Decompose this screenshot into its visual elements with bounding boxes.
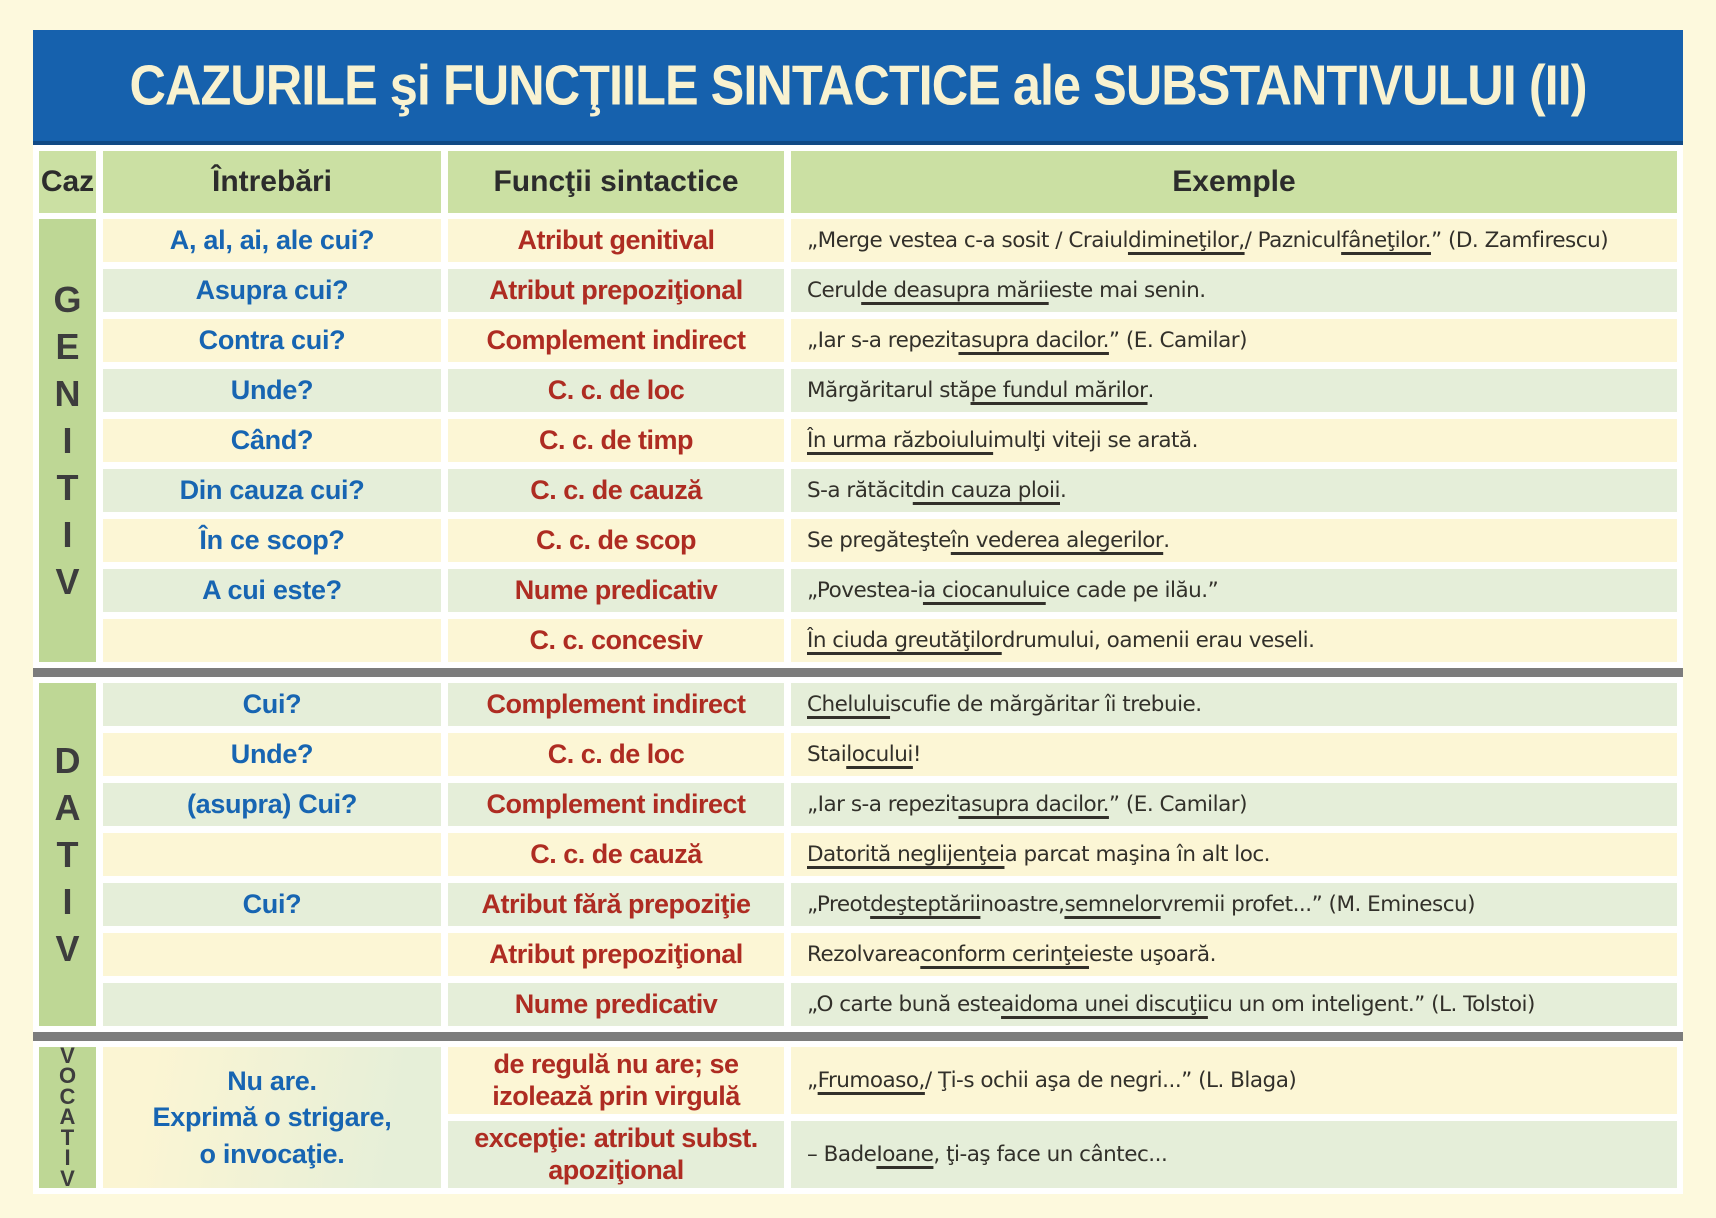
example-segment: „Povestea-i — [807, 578, 923, 603]
example-underlined-segment: fâneţilor. — [1341, 228, 1431, 253]
section-dativ — [39, 683, 1677, 1026]
example-segment: „Merge vestea c-a sosit / Craiul — [807, 228, 1128, 253]
example-segment: cu un om inteligent.” (L. Tolstoi) — [1207, 992, 1535, 1017]
section-divider — [33, 1032, 1683, 1041]
example-underlined-segment: În urma războiului — [807, 428, 994, 453]
example-underlined-segment: conform cerinţei — [920, 942, 1089, 967]
example-segment: „Preot — [807, 892, 871, 917]
case-letter: E — [55, 326, 80, 367]
header-intrebari: Întrebări — [103, 151, 441, 213]
example-segment: / Ţi-s ochii aşa de negri...” (L. Blaga) — [924, 1068, 1297, 1093]
example-cell — [791, 219, 1677, 262]
case-letter: T — [60, 1124, 75, 1150]
example-segment: / Paznicul — [1244, 228, 1342, 253]
question-line: Nu are. — [227, 1065, 317, 1096]
question-cell — [103, 833, 441, 876]
case-letter: V — [60, 1042, 75, 1068]
example-cell — [791, 469, 1677, 512]
example-cell — [791, 569, 1677, 612]
example-cell — [791, 619, 1677, 662]
function-cell: C. c. concesiv — [448, 619, 784, 662]
case-letter: O — [58, 1063, 77, 1089]
example-segment: Rezolvarea — [807, 942, 921, 967]
example-segment: . — [1147, 378, 1154, 403]
case-letter: I — [64, 1145, 71, 1171]
example-cell — [791, 369, 1677, 412]
example-segment: „Iar s-a repezit — [807, 328, 959, 353]
example-underlined-segment: a ciocanului — [922, 578, 1046, 603]
example-underlined-segment: pe fundul mărilor — [970, 378, 1148, 403]
table-header-row — [39, 151, 1677, 213]
case-letter: V — [55, 928, 80, 969]
example-segment: scufie de mărgăritar îi trebuie. — [890, 692, 1202, 717]
example-segment: ” (E. Camilar) — [1108, 328, 1248, 353]
header-caz: Caz — [39, 151, 96, 213]
example-segment: , ţi-aş face un cântec... — [933, 1142, 1168, 1167]
example-cell — [791, 1121, 1677, 1188]
example-cell — [791, 833, 1677, 876]
case-letter: I — [62, 514, 73, 555]
example-segment: „ — [807, 1068, 818, 1093]
example-segment: noastre, — [980, 892, 1065, 917]
title-bar — [33, 30, 1683, 145]
function-cell: Complement indirect — [448, 319, 784, 362]
case-letter: N — [54, 373, 81, 414]
function-cell: Nume predicativ — [448, 983, 784, 1026]
example-segment: mulţi viteji se arată. — [993, 428, 1198, 453]
example-segment: a parcat maşina în alt loc. — [1004, 842, 1271, 867]
function-cell: Complement indirect — [448, 783, 784, 826]
example-cell — [791, 519, 1677, 562]
question-line: o invocaţie. — [199, 1138, 345, 1169]
example-cell — [791, 933, 1677, 976]
example-segment: ce cade pe ilău.” — [1045, 578, 1219, 603]
case-letter: G — [53, 279, 82, 320]
example-cell — [791, 883, 1677, 926]
grammar-table — [33, 145, 1683, 1194]
vocativ-question-cell — [103, 1047, 441, 1188]
section-vocativ — [39, 1042, 1677, 1191]
case-letter: C — [59, 1083, 76, 1109]
example-segment: ! — [912, 742, 922, 767]
case-label-vocativ — [39, 1042, 96, 1191]
example-underlined-segment: Chelului — [807, 692, 891, 717]
question-cell: A cui este? — [103, 569, 441, 612]
example-underlined-segment: semnelor — [1064, 892, 1161, 917]
example-segment: . — [1163, 528, 1170, 553]
example-underlined-segment: din cauza ploii — [912, 478, 1060, 503]
question-cell — [103, 619, 441, 662]
question-cell: Asupra cui? — [103, 269, 441, 312]
section-genitiv — [39, 219, 1677, 662]
example-underlined-segment: locului — [846, 742, 913, 767]
example-cell — [791, 269, 1677, 312]
example-segment: Cerul — [807, 278, 862, 303]
example-segment: Stai — [807, 742, 847, 767]
example-cell — [791, 683, 1677, 726]
example-underlined-segment: Datorită neglijenţei — [807, 842, 1005, 867]
question-cell: Unde? — [103, 369, 441, 412]
question-cell: Când? — [103, 419, 441, 462]
example-segment: . — [1060, 478, 1067, 503]
example-segment: „O carte bună este — [807, 992, 1002, 1017]
example-segment: este mai senin. — [1048, 278, 1206, 303]
case-letter: V — [55, 561, 80, 602]
question-cell — [103, 933, 441, 976]
function-cell: Atribut fără prepoziţie — [448, 883, 784, 926]
example-segment: ” (D. Zamfirescu) — [1430, 228, 1609, 253]
question-cell: Contra cui? — [103, 319, 441, 362]
example-cell — [791, 1047, 1677, 1114]
function-cell: de regulă nu are; se izolează prin virgulă — [448, 1047, 784, 1114]
example-segment: drumului, oamenii erau veseli. — [1001, 628, 1315, 653]
case-label-genitiv — [39, 219, 96, 662]
example-segment: Se pregăteşte — [807, 528, 951, 553]
case-letter: I — [62, 420, 73, 461]
case-label-dativ — [39, 683, 96, 1026]
case-letter: T — [56, 467, 79, 508]
function-cell: Atribut prepoziţional — [448, 933, 784, 976]
function-cell: C. c. de timp — [448, 419, 784, 462]
question-cell: (asupra) Cui? — [103, 783, 441, 826]
example-underlined-segment: aidoma unei discuţii — [1001, 992, 1208, 1017]
function-cell: C. c. de cauză — [448, 833, 784, 876]
function-cell: Nume predicativ — [448, 569, 784, 612]
question-cell: A, al, ai, ale cui? — [103, 219, 441, 262]
example-underlined-segment: dimineţilor, — [1127, 228, 1245, 253]
question-cell: Cui? — [103, 683, 441, 726]
example-segment: „Iar s-a repezit — [807, 792, 959, 817]
header-exemple: Exemple — [791, 151, 1677, 213]
example-underlined-segment: Frumoaso, — [817, 1068, 925, 1093]
header-functii: Funcţii sintactice — [448, 151, 784, 213]
function-cell: Complement indirect — [448, 683, 784, 726]
section-divider — [33, 668, 1683, 677]
function-cell: C. c. de scop — [448, 519, 784, 562]
case-letter: T — [56, 834, 79, 875]
example-cell — [791, 983, 1677, 1026]
question-cell: Din cauza cui? — [103, 469, 441, 512]
question-line: Exprimă o strigare, — [152, 1102, 392, 1133]
question-cell: Cui? — [103, 883, 441, 926]
example-segment: ” (E. Camilar) — [1108, 792, 1248, 817]
function-cell: C. c. de loc — [448, 733, 784, 776]
example-segment: Mărgăritarul stă — [807, 378, 971, 403]
example-cell — [791, 733, 1677, 776]
example-underlined-segment: asupra dacilor. — [958, 328, 1109, 353]
case-letter: I — [62, 881, 73, 922]
example-segment: – Bade — [807, 1142, 877, 1167]
example-cell — [791, 419, 1677, 462]
case-letter: V — [60, 1165, 75, 1191]
example-underlined-segment: asupra dacilor. — [958, 792, 1109, 817]
example-cell — [791, 319, 1677, 362]
example-segment: este uşoară. — [1088, 942, 1216, 967]
question-cell: Unde? — [103, 733, 441, 776]
function-cell: C. c. de loc — [448, 369, 784, 412]
example-segment: S-a rătăcit — [807, 478, 913, 503]
example-segment: vremii profet...” (M. Eminescu) — [1160, 892, 1476, 917]
case-letter: D — [54, 740, 81, 781]
poster — [33, 30, 1683, 1194]
page-title: CAZURILE şi FUNCŢIILE SINTACTICE ale SUBSTANTIVULUI (II) — [129, 54, 1587, 117]
example-underlined-segment: în vederea alegerilor — [950, 528, 1164, 553]
function-cell: Atribut prepoziţional — [448, 269, 784, 312]
example-underlined-segment: de deasupra mării — [861, 278, 1049, 303]
case-letter: A — [54, 787, 81, 828]
example-underlined-segment: În ciuda greutăţilor — [807, 628, 1002, 653]
example-underlined-segment: Ioane — [876, 1142, 934, 1167]
function-cell: C. c. de cauză — [448, 469, 784, 512]
question-cell — [103, 983, 441, 1026]
example-cell — [791, 783, 1677, 826]
function-cell: Atribut genitival — [448, 219, 784, 262]
example-underlined-segment: deşteptării — [870, 892, 981, 917]
question-cell: În ce scop? — [103, 519, 441, 562]
function-cell: excepţie: atribut subst. apoziţional — [448, 1121, 784, 1188]
case-letter: A — [59, 1104, 76, 1130]
